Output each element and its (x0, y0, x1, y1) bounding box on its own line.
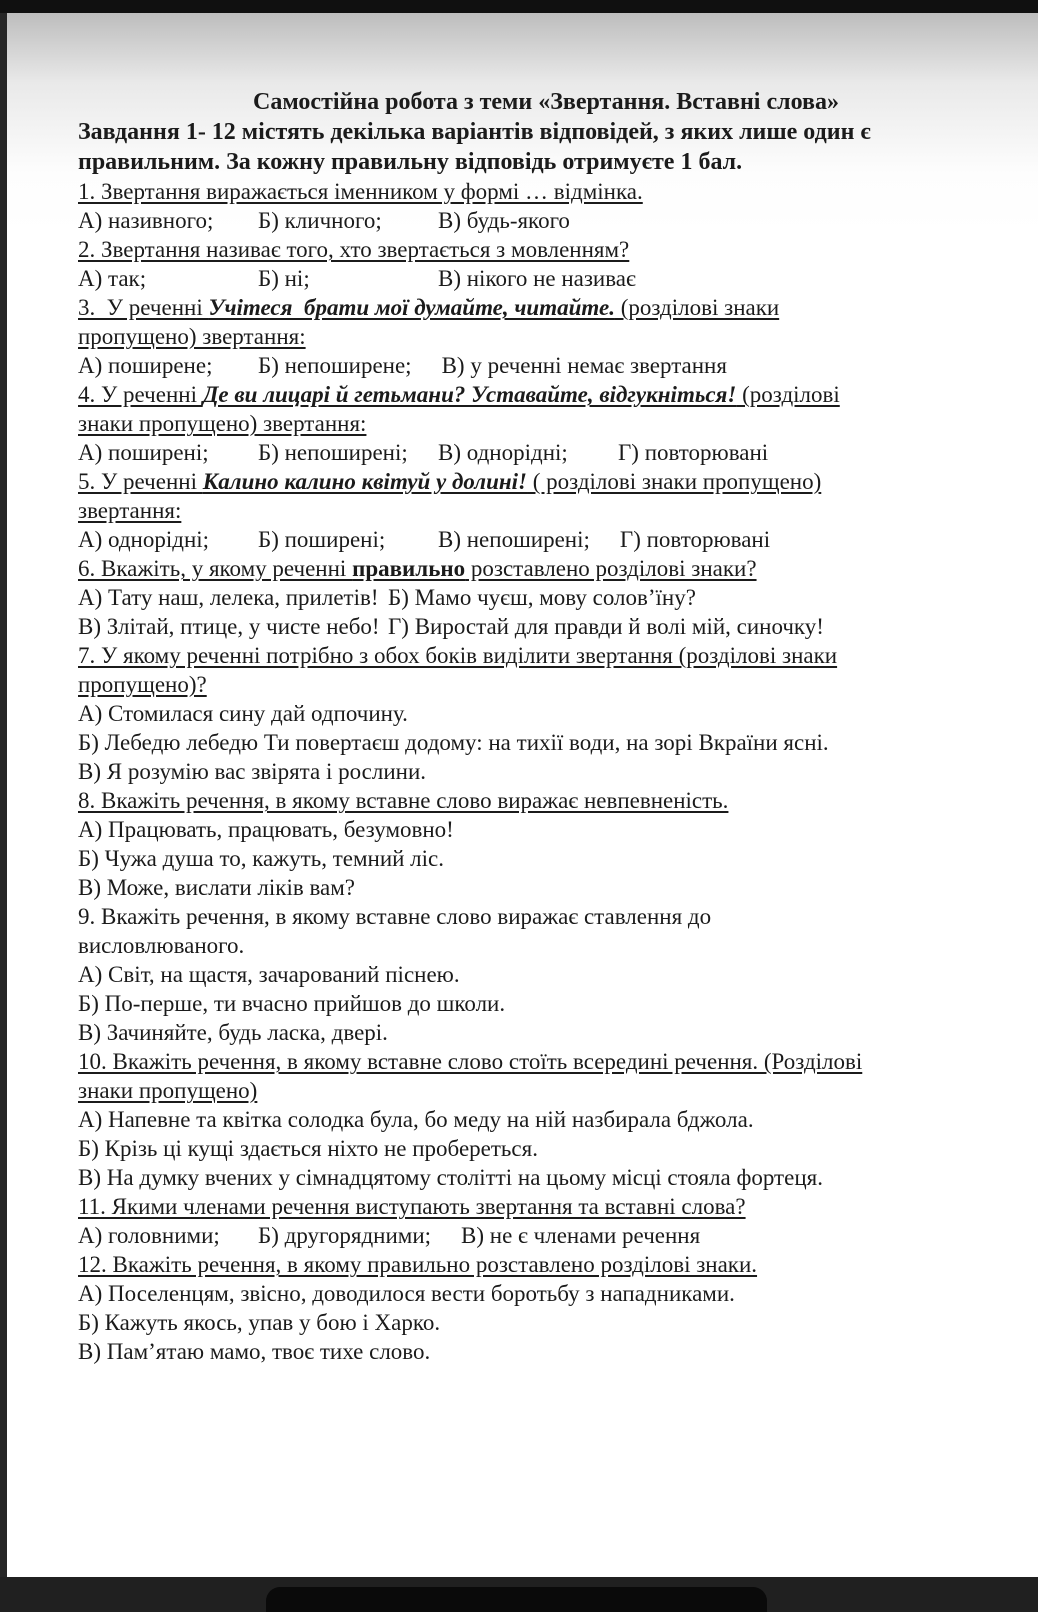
question-8-option-1: Б) Чужа душа то, кажуть, темний ліс. (78, 846, 445, 871)
question-3-heading-part-2: (розділові знаки (614, 295, 780, 320)
question-6 (78, 554, 1014, 641)
question-4-heading-part-1: Де ви лицарі й гетьмани? Уставайте, відгукніться! (202, 382, 737, 407)
question-1-option-1: Б) кличного; (258, 208, 382, 233)
question-9-heading-part-2: висловлюваного. (78, 933, 245, 958)
question-10-option-0: А) Напевне та квітка солодка була, бо меду на ній назбирала бджола. (78, 1107, 754, 1132)
question-12-heading-part-0: 12. Вкажіть речення, в якому правильно розставлено розділові знаки. (78, 1252, 758, 1277)
question-7 (78, 641, 1014, 786)
question-7-option-0: А) Стомилася сину дай одпочину. (78, 701, 408, 726)
question-11-option-1: Б) другорядними; (258, 1223, 432, 1248)
question-10-heading-part-0: 10. Вкажіть речення, в якому вставне слово стоїть всередині речення. (Розділові (78, 1049, 863, 1074)
question-7-options (78, 699, 1014, 786)
question-1-option-0: А) називного; (78, 208, 214, 233)
question-5-heading-part-0: 5. У реченні (78, 469, 203, 494)
bottom-letterbox-bar (0, 1577, 1038, 1612)
question-2-option-2: В) нікого не називає (438, 266, 636, 291)
question-4-options (78, 438, 1014, 467)
question-6-option-2: В) Злітай, птице, у чисте небо! (78, 614, 380, 639)
question-9-options (78, 960, 1014, 1047)
question-7-heading-part-2: пропущено)? (78, 672, 207, 697)
document-page (7, 13, 1038, 1577)
question-6-heading-part-0: 6. Вкажіть, у якому реченні (78, 556, 353, 581)
question-2-option-1: Б) ні; (258, 266, 310, 291)
question-4-option-1: Б) непоширені; (258, 440, 408, 465)
question-3-option-1: Б) непоширене; (258, 353, 412, 378)
question-7-heading-part-0: 7. У якому реченні потрібно з обох боків виділити звертання (розділові знаки (78, 643, 838, 668)
question-5-options (78, 525, 1014, 554)
question-4-heading-part-4: знаки пропущено) звертання: (78, 411, 367, 436)
question-5-heading (78, 467, 1014, 525)
question-12-option-0: А) Поселенцям, звісно, доводилося вести боротьбу з нападниками. (78, 1281, 735, 1306)
question-6-options (78, 583, 1014, 641)
question-12-option-1: Б) Кажуть якось, упав у бою і Харко. (78, 1310, 441, 1335)
question-10-heading-part-2: знаки пропущено) (78, 1078, 258, 1103)
question-2-option-0: А) так; (78, 266, 147, 291)
question-3-heading (78, 293, 1014, 351)
question-3 (78, 293, 1014, 380)
question-4-heading-part-0: 4. У реченні (78, 382, 203, 407)
questions (78, 177, 1014, 1366)
question-5-option-3: Г) повторювані (619, 527, 771, 552)
question-3-heading-part-4: пропущено) звертання: (78, 324, 306, 349)
question-4 (78, 380, 1014, 467)
question-5-heading-part-1: Калино калино квітуй у долині! (202, 469, 528, 494)
question-10-options (78, 1105, 1014, 1192)
question-9-option-0: А) Світ, на щастя, зачарований піснею. (78, 962, 460, 987)
question-1-heading (78, 177, 1014, 206)
question-12-option-2: В) Пам’ятаю мамо, твоє тихе слово. (78, 1339, 431, 1364)
question-4-option-0: А) поширені; (78, 440, 209, 465)
page-left-shadow (0, 13, 7, 1577)
question-3-option-2: В) у реченні немає звертання (441, 353, 727, 378)
question-11-heading-part-0: 11. Якими членами речення виступають звертання та вставні слова? (78, 1194, 746, 1219)
page-title: Самостійна робота з теми «Звертання. Вставні слова» (253, 89, 839, 115)
question-5-option-2: В) непоширені; (438, 527, 590, 552)
question-4-heading-part-2: (розділові (736, 382, 840, 407)
question-4-option-2: В) однорідні; (438, 440, 568, 465)
question-8-heading (78, 786, 1014, 815)
question-11-option-2: В) не є членами речення (461, 1223, 701, 1248)
question-8-option-0: А) Працювать, працювать, безумовно! (78, 817, 454, 842)
question-12-heading (78, 1250, 1014, 1279)
top-letterbox-bar (0, 0, 1038, 13)
question-6-option-1: Б) Мамо чуєш, мову солов’їну? (388, 585, 696, 610)
question-3-heading-part-1: Учітеся брати мої думайте, читайте. (208, 295, 615, 320)
question-1-heading-part-0: 1. Звертання виражається іменником у формі … відмінка. (78, 179, 643, 204)
question-3-option-0: А) поширене; (78, 353, 213, 378)
question-6-heading-part-2: розставлено розділові знаки? (465, 556, 757, 581)
question-12 (78, 1250, 1014, 1366)
question-7-option-1: Б) Лебедю лебедю Ти повертаєш додому: на тихії води, на зорі Вкраїни ясні. (78, 730, 829, 755)
question-3-options (78, 351, 1014, 380)
question-2-heading (78, 235, 1014, 264)
question-7-heading (78, 641, 1014, 699)
question-5-heading-part-2: ( розділові знаки пропущено) (527, 469, 822, 494)
question-3-heading-part-0: 3. У реченні (78, 295, 209, 320)
question-5-heading-part-4: звертання: (78, 498, 182, 523)
question-10-option-2: В) На думку вчених у сімнадцятому столітті на цьому місці стояла фортеця. (78, 1165, 823, 1190)
question-6-option-0: А) Тату наш, лелека, прилетів! (78, 585, 379, 610)
question-8-heading-part-0: 8. Вкажіть речення, в якому вставне слово виражає невпевненість. (78, 788, 729, 813)
question-5-option-1: Б) поширені; (258, 527, 386, 552)
question-7-option-2: В) Я розумію вас звірята і рослини. (78, 759, 427, 784)
question-6-option-3: Г) Виростай для правди й волі мій, синочку! (388, 614, 824, 639)
question-2-options (78, 264, 1014, 293)
question-9 (78, 902, 1014, 1047)
question-10-heading (78, 1047, 1014, 1105)
question-11-options (78, 1221, 1014, 1250)
question-8 (78, 786, 1014, 902)
question-5 (78, 467, 1014, 554)
question-2-heading-part-0: 2. Звертання називає того, хто звертається з мовленням? (78, 237, 630, 262)
question-12-options (78, 1279, 1014, 1366)
question-4-option-3: Г) повторювані (618, 440, 769, 465)
question-1 (78, 177, 1014, 235)
question-11-option-0: А) головними; (78, 1223, 220, 1248)
question-11-heading (78, 1192, 1014, 1221)
question-5-option-0: А) однорідні; (78, 527, 210, 552)
question-1-options (78, 206, 1014, 235)
question-11 (78, 1192, 1014, 1250)
question-8-options (78, 815, 1014, 902)
question-2 (78, 235, 1014, 293)
question-9-option-2: В) Зачиняйте, будь ласка, двері. (78, 1020, 388, 1045)
question-6-heading (78, 554, 1014, 583)
question-9-heading (78, 902, 1014, 960)
question-8-option-2: В) Може, вислати ліків вам? (78, 875, 355, 900)
question-4-heading (78, 380, 1014, 438)
question-9-heading-part-0: 9. Вкажіть речення, в якому вставне слово виражає ставлення до (78, 904, 712, 929)
intro-line-2: правильним. За кожну правильну відповідь отримуєте 1 бал. (78, 149, 743, 175)
question-1-option-2: В) будь-якого (438, 208, 570, 233)
intro-line-1: Завдання 1- 12 містять декілька варіантів відповідей, з яких лише один є (78, 119, 871, 145)
question-6-heading-part-1: правильно (352, 556, 466, 581)
question-9-option-1: Б) По-перше, ти вчасно прийшов до школи. (78, 991, 506, 1016)
question-10 (78, 1047, 1014, 1192)
next-page-preview[interactable] (266, 1587, 767, 1612)
question-10-option-1: Б) Крізь ці кущі здається ніхто не пробереться. (78, 1136, 538, 1161)
